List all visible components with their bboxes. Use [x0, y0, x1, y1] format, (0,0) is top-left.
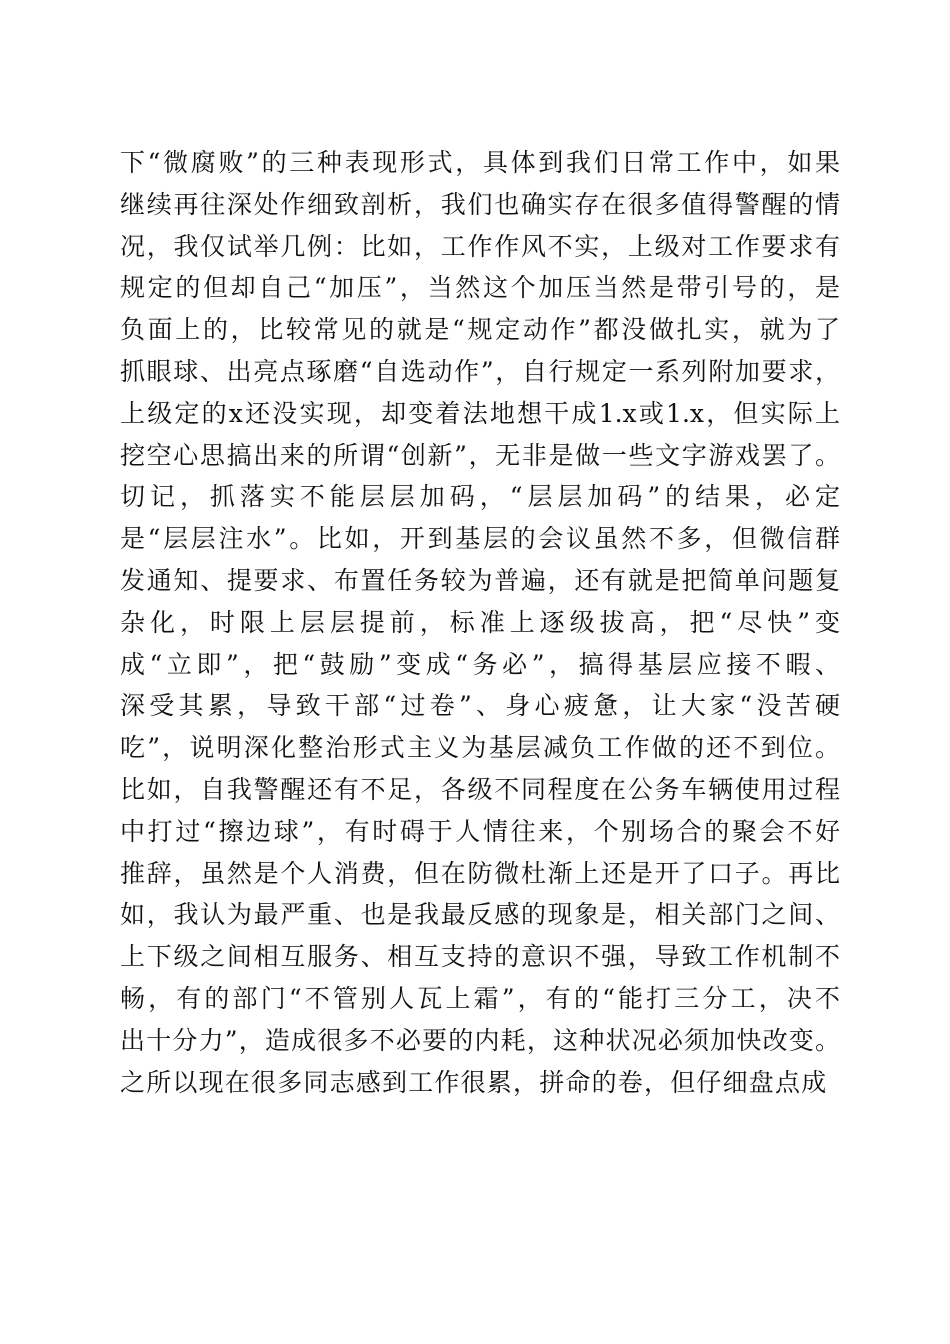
text-line: 继续再往深处作细致剖析，我们也确实存在很多值得警醒的情 — [120, 189, 840, 219]
text-line: 比如，自我警醒还有不足，各级不同程度在公务车辆使用过程 — [120, 774, 840, 804]
text-line: 如，我认为最严重、也是我最反感的现象是，相关部门之间、 — [120, 900, 840, 930]
text-line: 上级定的x还没实现，却变着法地想干成1.x或1.x，但实际上 — [120, 398, 840, 428]
text-line: 之所以现在很多同志感到工作很累，拼命的卷，但仔细盘点成 — [120, 1067, 828, 1097]
text-line: 切记，抓落实不能层层加码，“层层加码”的结果，必定 — [120, 482, 840, 512]
text-line: 负面上的，比较常见的就是“规定动作”都没做扎实，就为了 — [120, 315, 840, 345]
text-line: 吃”，说明深化整治形式主义为基层减负工作做的还不到位。 — [120, 733, 840, 763]
text-line: 抓眼球、出亮点琢磨“自选动作”，自行规定一系列附加要求， — [120, 356, 840, 386]
text-line: 上下级之间相互服务、相互支持的意识不强，导致工作机制不 — [120, 942, 840, 972]
text-line: 况，我仅试举几例：比如，工作作风不实，上级对工作要求有 — [120, 231, 840, 261]
text-line: 发通知、提要求、布置任务较为普遍，还有就是把简单问题复 — [120, 565, 840, 595]
text-line: 出十分力”，造成很多不必要的内耗，这种状况必须加快改变。 — [120, 1025, 840, 1055]
text-line: 规定的但却自己“加压”，当然这个加压当然是带引号的，是 — [120, 273, 840, 303]
body-text — [120, 142, 840, 1103]
text-line: 畅，有的部门“不管别人瓦上霜”，有的“能打三分工，决不 — [120, 983, 840, 1013]
text-line: 是“层层注水”。比如，开到基层的会议虽然不多，但微信群 — [120, 524, 840, 554]
text-line: 下“微腐败”的三种表现形式，具体到我们日常工作中，如果 — [120, 148, 840, 177]
text-line: 成“立即”，把“鼓励”变成“务必”，搞得基层应接不暇、 — [120, 649, 840, 679]
text-line: 杂化，时限上层层提前，标准上逐级拔高，把“尽快”变 — [120, 607, 840, 637]
text-line: 中打过“擦边球”，有时碍于人情往来，个别场合的聚会不好 — [120, 816, 840, 846]
text-line: 挖空心思搞出来的所谓“创新”，无非是做一些文字游戏罢了。 — [120, 440, 840, 470]
text-line: 深受其累，导致干部“过卷”、身心疲惫，让大家“没苦硬 — [120, 691, 840, 721]
text-line: 推辞，虽然是个人消费，但在防微杜渐上还是开了口子。再比 — [120, 858, 840, 888]
